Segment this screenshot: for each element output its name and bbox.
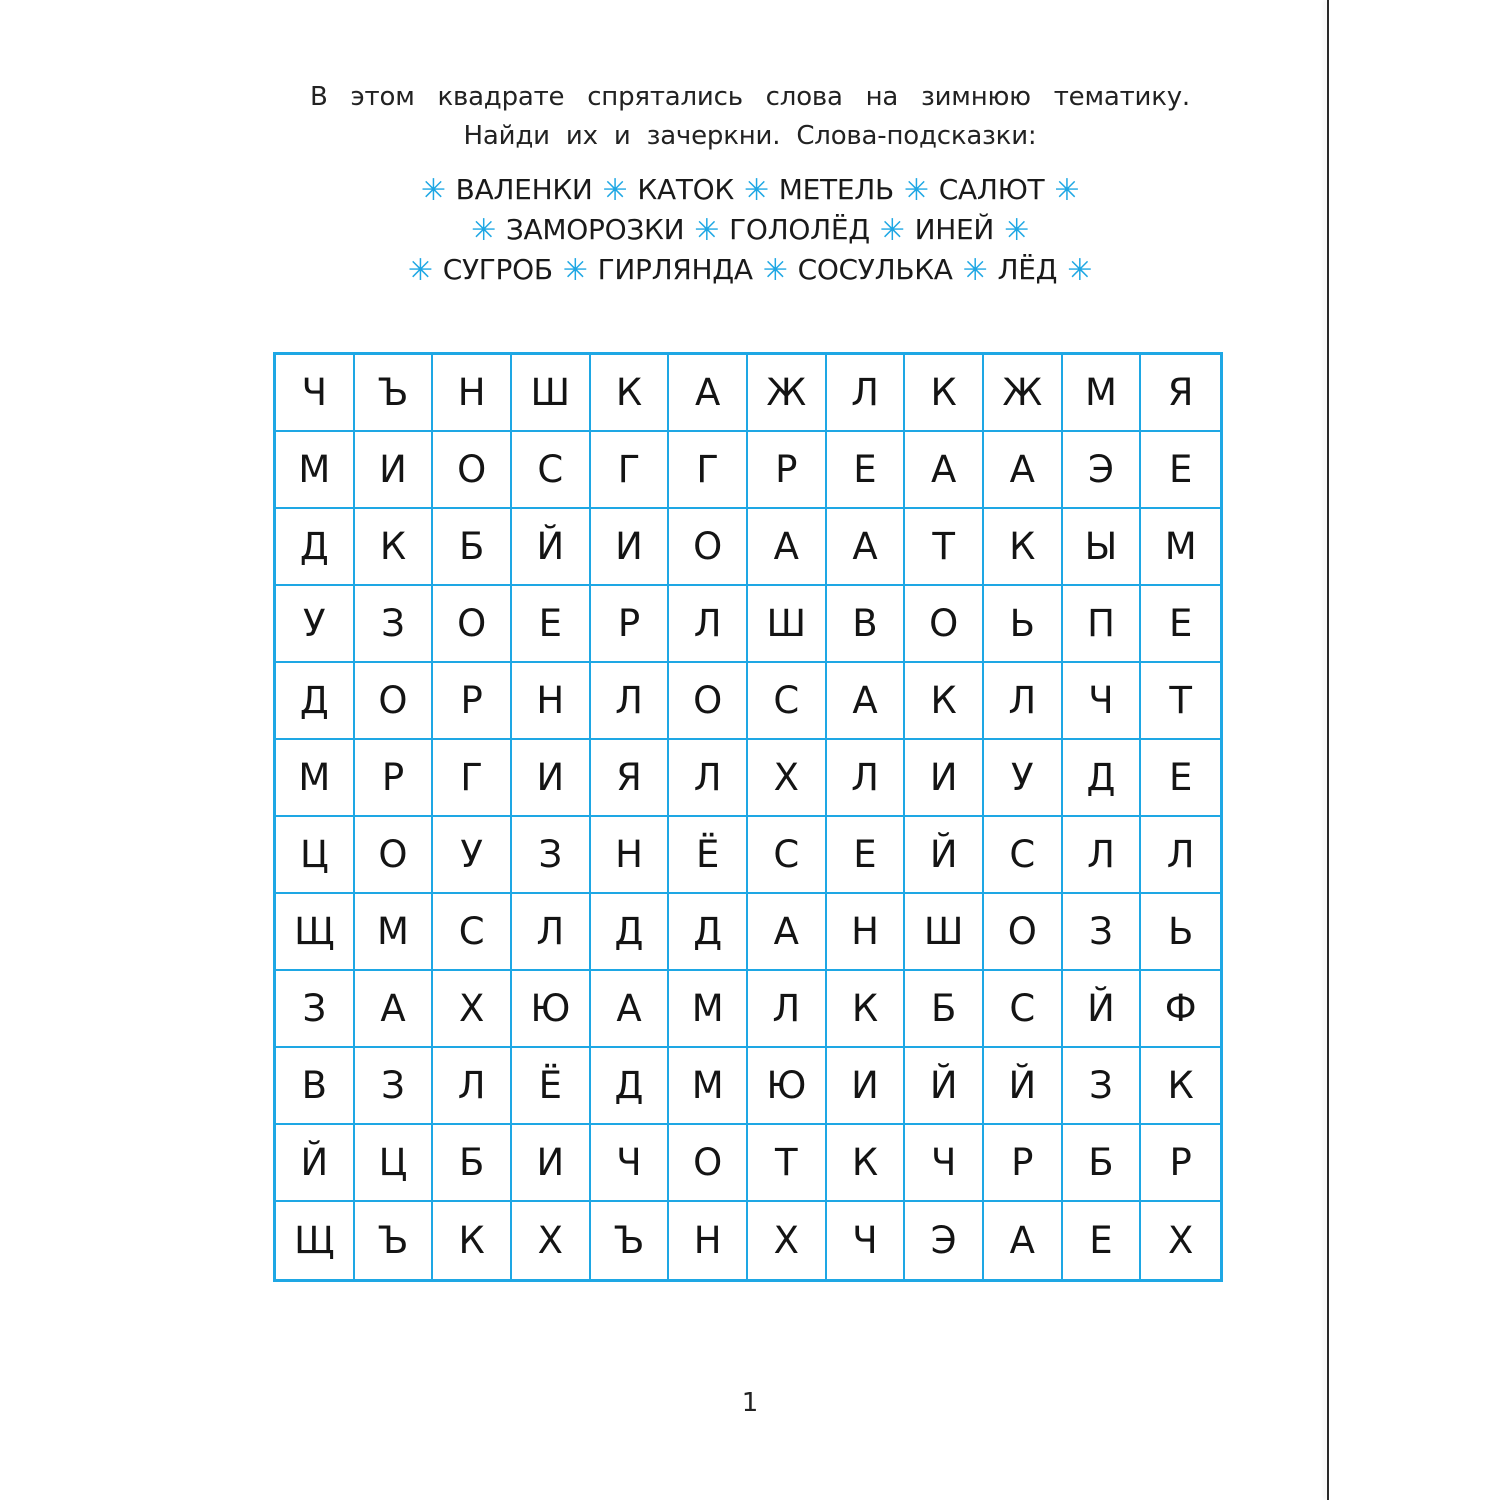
grid-cell[interactable]: Ч xyxy=(1063,663,1142,740)
instructions-line-2: Найди их и зачеркни. Слова-подсказки: xyxy=(463,121,1037,151)
grid-cell[interactable]: Х xyxy=(512,1202,591,1279)
grid-cell[interactable]: А xyxy=(669,355,748,432)
snowflake-icon: ✳ xyxy=(1067,253,1093,288)
grid-cell[interactable]: Е xyxy=(512,586,591,663)
grid-cell[interactable]: О xyxy=(355,663,434,740)
grid-cell[interactable]: Й xyxy=(905,817,984,894)
grid-cell[interactable]: А xyxy=(905,432,984,509)
grid-cell[interactable]: Ю xyxy=(748,1048,827,1125)
grid-cell[interactable]: З xyxy=(512,817,591,894)
grid-cell[interactable]: Ч xyxy=(591,1125,670,1202)
grid-cell[interactable]: Ъ xyxy=(355,355,434,432)
grid-cell[interactable]: Л xyxy=(1063,817,1142,894)
grid-cell[interactable]: Н xyxy=(512,663,591,740)
hint-words-list xyxy=(290,170,1210,290)
grid-cell[interactable]: Л xyxy=(512,894,591,971)
grid-cell[interactable]: В xyxy=(827,586,906,663)
grid-cell[interactable]: Й xyxy=(512,509,591,586)
hint-word: ИНЕЙ xyxy=(914,213,995,246)
grid-cell[interactable]: О xyxy=(669,509,748,586)
hint-row xyxy=(290,170,1210,210)
grid-cell[interactable]: Г xyxy=(669,432,748,509)
grid-cell[interactable]: С xyxy=(433,894,512,971)
grid-cell[interactable]: Л xyxy=(827,740,906,817)
grid-cell[interactable]: А xyxy=(748,509,827,586)
grid-cell[interactable]: И xyxy=(512,1125,591,1202)
grid-cell[interactable]: Й xyxy=(276,1125,355,1202)
grid-cell[interactable]: Б xyxy=(433,1125,512,1202)
grid-cell[interactable]: К xyxy=(433,1202,512,1279)
grid-cell[interactable]: К xyxy=(1141,1048,1220,1125)
grid-cell[interactable]: Е xyxy=(1063,1202,1142,1279)
grid-cell[interactable]: Я xyxy=(1141,355,1220,432)
grid-cell[interactable]: У xyxy=(276,586,355,663)
grid-cell[interactable]: Э xyxy=(905,1202,984,1279)
grid-cell[interactable]: З xyxy=(1063,894,1142,971)
grid-cell[interactable]: Р xyxy=(355,740,434,817)
grid-cell[interactable]: Х xyxy=(433,971,512,1048)
grid-cell[interactable]: З xyxy=(355,586,434,663)
grid-cell[interactable]: В xyxy=(276,1048,355,1125)
grid-cell[interactable]: С xyxy=(984,971,1063,1048)
grid-cell[interactable]: Д xyxy=(669,894,748,971)
grid-cell[interactable]: И xyxy=(827,1048,906,1125)
hint-row xyxy=(290,210,1210,250)
grid-cell[interactable]: А xyxy=(591,971,670,1048)
word-search-grid xyxy=(273,352,1223,1282)
grid-cell[interactable]: И xyxy=(905,740,984,817)
grid-cell[interactable]: Е xyxy=(1141,586,1220,663)
grid-cell[interactable]: Щ xyxy=(276,1202,355,1279)
grid-cell[interactable]: Б xyxy=(1063,1125,1142,1202)
grid-cell[interactable]: Ю xyxy=(512,971,591,1048)
grid-cell[interactable]: А xyxy=(355,971,434,1048)
grid-cell[interactable]: И xyxy=(512,740,591,817)
grid-cell[interactable]: Ч xyxy=(276,355,355,432)
grid-cell[interactable]: А xyxy=(827,663,906,740)
grid-cell[interactable]: Е xyxy=(1141,740,1220,817)
grid-cell[interactable]: К xyxy=(827,971,906,1048)
grid-cell[interactable]: Д xyxy=(1063,740,1142,817)
snowflake-icon: ✳ xyxy=(420,173,446,208)
grid-cell[interactable]: Й xyxy=(984,1048,1063,1125)
grid-cell[interactable]: Я xyxy=(591,740,670,817)
snowflake-icon: ✳ xyxy=(562,253,588,288)
snowflake-icon: ✳ xyxy=(602,173,628,208)
grid-cell[interactable]: Л xyxy=(669,586,748,663)
grid-cell[interactable]: Д xyxy=(276,509,355,586)
grid-cell[interactable]: К xyxy=(905,663,984,740)
grid-cell[interactable]: Р xyxy=(984,1125,1063,1202)
grid-cell[interactable]: Ч xyxy=(905,1125,984,1202)
grid-cell[interactable]: С xyxy=(748,663,827,740)
grid-cell[interactable]: М xyxy=(1141,509,1220,586)
grid-cell[interactable]: Ы xyxy=(1063,509,1142,586)
grid-cell[interactable]: О xyxy=(984,894,1063,971)
grid-cell[interactable]: Л xyxy=(433,1048,512,1125)
grid-cell[interactable]: А xyxy=(984,432,1063,509)
grid-cell[interactable]: Ё xyxy=(669,817,748,894)
grid-cell[interactable]: К xyxy=(905,355,984,432)
hint-word: ГИРЛЯНДА xyxy=(597,253,753,286)
grid-cell[interactable]: Н xyxy=(591,817,670,894)
grid-cell[interactable]: Ё xyxy=(512,1048,591,1125)
grid-cell[interactable]: У xyxy=(984,740,1063,817)
grid-cell[interactable]: Й xyxy=(1063,971,1142,1048)
snowflake-icon: ✳ xyxy=(1004,213,1029,248)
hint-word: САЛЮТ xyxy=(938,173,1045,206)
grid-cell[interactable]: Б xyxy=(433,509,512,586)
grid-cell[interactable]: Д xyxy=(591,894,670,971)
grid-cell[interactable]: А xyxy=(827,509,906,586)
hint-word: СОСУЛЬКА xyxy=(797,253,953,286)
grid-cell[interactable]: П xyxy=(1063,586,1142,663)
grid-cell[interactable]: К xyxy=(827,1125,906,1202)
grid-cell[interactable]: С xyxy=(512,432,591,509)
snowflake-icon: ✳ xyxy=(743,173,769,208)
grid-cell[interactable]: Ъ xyxy=(591,1202,670,1279)
instructions xyxy=(290,78,1210,156)
snowflake-icon: ✳ xyxy=(879,213,905,248)
snowflake-icon: ✳ xyxy=(903,173,929,208)
hint-word: ЗАМОРОЗКИ xyxy=(505,213,685,246)
instructions-line-1: В этом квадрате спрятались слова на зимнюю тематику. xyxy=(310,82,1190,112)
grid-cell[interactable]: О xyxy=(355,817,434,894)
grid-cell[interactable]: Р xyxy=(433,663,512,740)
grid-cell[interactable]: Е xyxy=(827,817,906,894)
hint-row xyxy=(290,250,1210,290)
grid-cell[interactable]: Ь xyxy=(1141,894,1220,971)
page-number: 1 xyxy=(741,1388,759,1418)
grid-cell[interactable]: Ц xyxy=(355,1125,434,1202)
grid-cell[interactable]: М xyxy=(669,971,748,1048)
grid-cell[interactable]: Н xyxy=(827,894,906,971)
grid-cell[interactable]: Х xyxy=(748,740,827,817)
grid-cell[interactable]: Ш xyxy=(748,586,827,663)
snowflake-icon: ✳ xyxy=(1054,173,1080,208)
grid-cell[interactable]: Л xyxy=(1141,817,1220,894)
grid-cell[interactable]: А xyxy=(748,894,827,971)
snowflake-icon: ✳ xyxy=(962,253,988,288)
grid-cell[interactable]: О xyxy=(669,663,748,740)
snowflake-icon: ✳ xyxy=(762,253,788,288)
hint-word: ЛЁД xyxy=(997,253,1058,286)
grid-cell[interactable]: Ж xyxy=(984,355,1063,432)
grid-cell[interactable]: И xyxy=(591,509,670,586)
grid-cell[interactable]: О xyxy=(433,432,512,509)
grid-cell[interactable]: Р xyxy=(1141,1125,1220,1202)
hint-word: ГОЛОЛЁД xyxy=(729,213,870,246)
grid-cell[interactable]: М xyxy=(355,894,434,971)
grid-cell[interactable]: Т xyxy=(748,1125,827,1202)
grid-cell[interactable]: К xyxy=(591,355,670,432)
grid-cell[interactable]: Н xyxy=(433,355,512,432)
grid-cell[interactable]: М xyxy=(1063,355,1142,432)
grid-cell[interactable]: Р xyxy=(748,432,827,509)
grid-cell[interactable]: Ш xyxy=(512,355,591,432)
grid-cell[interactable]: М xyxy=(669,1048,748,1125)
grid-cell[interactable]: Л xyxy=(748,971,827,1048)
grid-cell[interactable]: Б xyxy=(905,971,984,1048)
hint-word: ВАЛЕНКИ xyxy=(455,173,593,206)
grid-cell[interactable]: Х xyxy=(1167,1219,1194,1262)
grid-cell[interactable]: Т xyxy=(1141,663,1220,740)
grid-cell[interactable]: О xyxy=(669,1125,748,1202)
grid-cell[interactable]: Е xyxy=(1141,432,1220,509)
grid-cell[interactable]: Ф xyxy=(1141,971,1220,1048)
grid-cell[interactable]: Л xyxy=(669,740,748,817)
grid-cell[interactable]: Ц xyxy=(276,817,355,894)
grid-cell[interactable]: Д xyxy=(276,663,355,740)
grid-cell[interactable]: З xyxy=(1063,1048,1142,1125)
grid-cell[interactable]: З xyxy=(276,971,355,1048)
page-edge-divider xyxy=(1327,0,1329,1500)
grid-cell[interactable]: О xyxy=(905,586,984,663)
grid-cell[interactable]: Г xyxy=(591,432,670,509)
grid-cell[interactable]: М xyxy=(276,740,355,817)
snowflake-icon: ✳ xyxy=(407,253,433,288)
grid-cell[interactable]: Д xyxy=(591,1048,670,1125)
grid-cell[interactable]: Р xyxy=(591,586,670,663)
grid-cell[interactable]: У xyxy=(433,817,512,894)
grid-cell[interactable]: Ш xyxy=(905,894,984,971)
grid-cell[interactable]: Х xyxy=(748,1202,827,1279)
grid-cell[interactable]: К xyxy=(355,509,434,586)
hint-word: МЕТЕЛЬ xyxy=(778,173,894,206)
grid-cell[interactable]: М xyxy=(276,432,355,509)
grid-cell[interactable]: Й xyxy=(905,1048,984,1125)
grid-cell[interactable]: Л xyxy=(984,663,1063,740)
grid-cell[interactable]: К xyxy=(984,509,1063,586)
grid-cell[interactable]: И xyxy=(355,432,434,509)
grid-cell[interactable]: Л xyxy=(827,355,906,432)
grid-cell[interactable]: Е xyxy=(827,432,906,509)
grid-cell[interactable]: С xyxy=(984,817,1063,894)
grid-cell[interactable]: Щ xyxy=(276,894,355,971)
grid-cell[interactable]: А xyxy=(984,1202,1063,1279)
snowflake-icon: ✳ xyxy=(471,213,496,248)
grid-cell[interactable]: З xyxy=(355,1048,434,1125)
grid-cell[interactable]: Л xyxy=(591,663,670,740)
hint-word: СУГРОБ xyxy=(442,253,553,286)
hint-word: КАТОК xyxy=(637,173,734,206)
grid-cell[interactable]: Ъ xyxy=(355,1202,434,1279)
grid-cell[interactable]: Э xyxy=(1063,432,1142,509)
grid-cell[interactable]: О xyxy=(433,586,512,663)
snowflake-icon: ✳ xyxy=(694,213,720,248)
grid-cell[interactable]: С xyxy=(748,817,827,894)
grid-cell[interactable]: Т xyxy=(905,509,984,586)
grid-cell[interactable]: Ь xyxy=(984,586,1063,663)
grid-cell[interactable]: Н xyxy=(669,1202,748,1279)
grid-cell[interactable]: Ч xyxy=(827,1202,906,1279)
grid-cell[interactable]: Ж xyxy=(748,355,827,432)
grid-cell[interactable]: Г xyxy=(433,740,512,817)
